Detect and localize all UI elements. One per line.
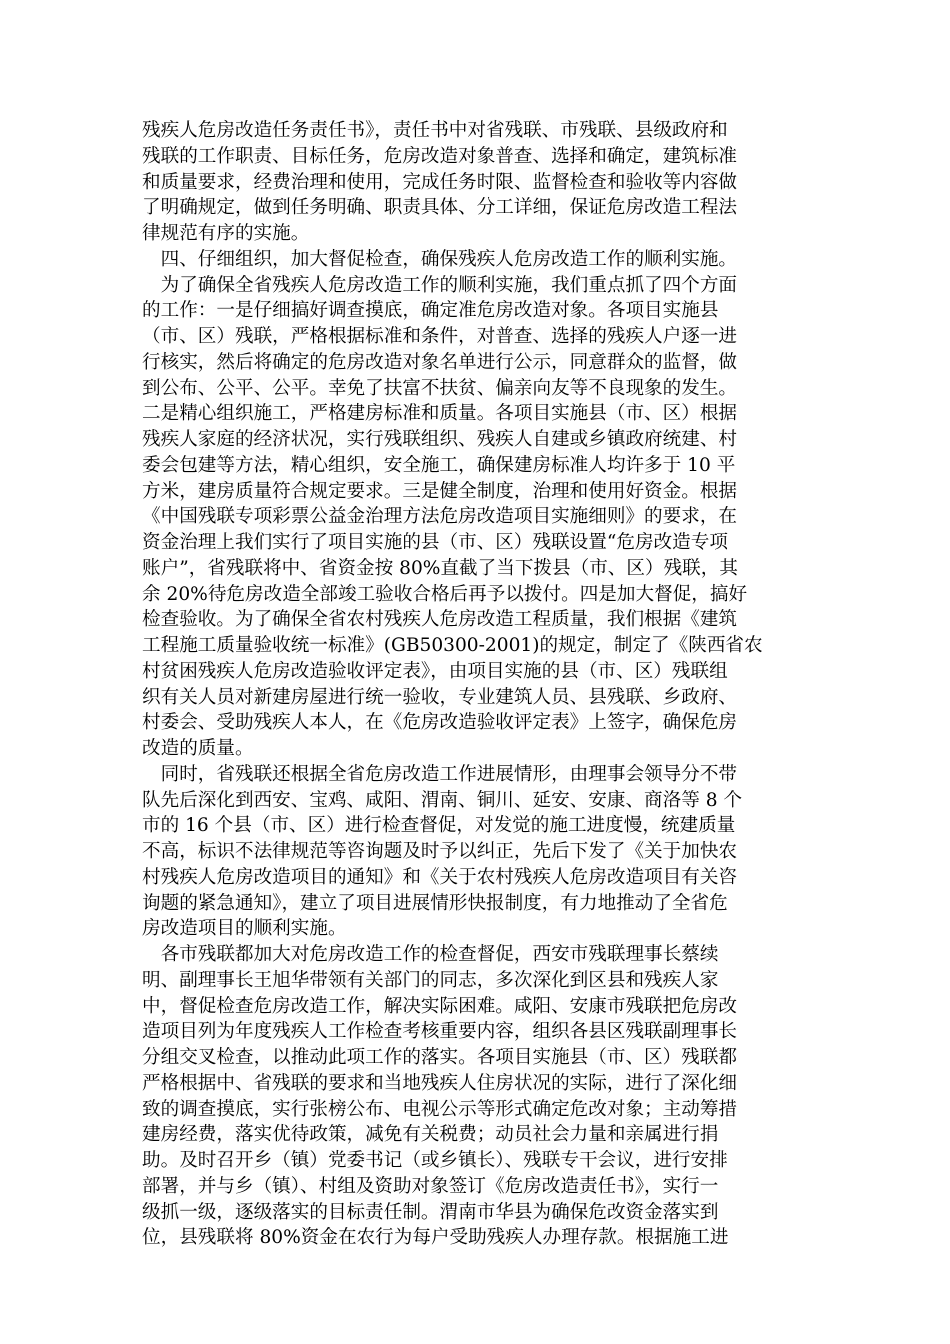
text-line: 分组交叉检查，以推动此项工作的落实。各项目实施县（市、区）残联都	[142, 1047, 738, 1068]
text-line: 村委会、受助残疾人本人，在《危房改造验收评定表》上签字，确保危房	[142, 712, 738, 734]
text-line: 各市残联都加大对危房改造工作的检查督促，西安市残联理事长蔡续	[142, 944, 719, 965]
text-line: 造项目列为年度残疾人工作检查考核重要内容，组织各县区残联副理事长	[142, 1021, 738, 1043]
text-line: 到公布、公平、公平。幸免了扶富不扶贫、偏亲向友等不良现象的发生。	[142, 377, 738, 399]
text-line: 残疾人危房改造任务责任书》，责任书中对省残联、市残联、县级政府和	[142, 120, 728, 141]
text-line: 律规范有序的实施。	[142, 223, 310, 244]
text-line: 残联的工作职责、目标任务，危房改造对象普查、选择和确定，建筑标准	[142, 145, 738, 167]
text-line: 位，县残联将 80%资金在农行为每户受助残疾人办理存款。根据施工进	[142, 1227, 729, 1249]
text-line: 级抓一级，逐级落实的目标责任制。渭南市华县为确保危改资金落实到	[142, 1201, 719, 1223]
text-line: （市、区）残联，严格根据标准和条件，对普查、选择的残疾人户逐一进	[142, 326, 738, 347]
text-line: 不高，标识不法律规范等咨询题及时予以纠正，先后下发了《关于加快农	[142, 841, 738, 862]
text-line: 账户”，省残联将中、省资金按 80%直截了当下拨县（市、区）残联，其	[142, 557, 738, 579]
text-line: 织有关人员对新建房屋进行统一验收，专业建筑人员、县残联、乡政府、	[142, 686, 738, 708]
document-body	[142, 118, 828, 1251]
text-line: 残疾人家庭的经济状况，实行残联组织、残疾人自建或乡镇政府统建、村	[142, 429, 738, 450]
text-line: 检查验收。为了确保全省农村残疾人危房改造工程质量，我们根据《建筑	[142, 609, 738, 631]
text-line: 余 20%待危房改造全部竣工验收合格后再予以拨付。四是加大督促，搞好	[142, 583, 748, 605]
text-line: 和质量要求，经费治理和使用，完成任务时限、监督检查和验收等内容做	[142, 171, 738, 193]
text-line: 村残疾人危房改造项目的通知》和《关于农村残疾人危房改造项目有关咨	[142, 866, 738, 888]
text-line: 村贫困残疾人危房改造验收评定表》，由项目实施的县（市、区）残联组	[142, 660, 728, 682]
text-line: 资金治理上我们实行了项目实施的县（市、区）残联设置“危房改造专项	[142, 532, 728, 553]
text-line: 二是精心组织施工，严格建房标准和质量。各项目实施县（市、区）根据	[142, 403, 738, 425]
text-line: 明、副理事长王旭华带领有关部门的同志，多次深化到区县和残疾人家	[142, 969, 719, 991]
text-line: 为了确保全省残疾人危房改造工作的顺利实施，我们重点抓了四个方面	[142, 274, 738, 296]
text-line: 行核实，然后将确定的危房改造对象名单进行公示，同意群众的监督，做	[142, 351, 738, 373]
text-line: 改造的质量。	[142, 738, 254, 759]
text-line: 中，督促检查危房改造工作，解决实际困难。咸阳、安康市残联把危房改	[142, 995, 738, 1017]
text-line: 询题的紧急通知》，建立了项目进展情形快报制度，有力地推动了全省危	[142, 892, 728, 914]
text-line: 市的 16 个县（市、区）进行检查督促，对发觉的施工进度慢，统建质量	[142, 815, 736, 837]
text-line: 了明确规定，做到任务明确、职责具体、分工详细，保证危房改造工程法	[142, 197, 738, 219]
text-line: 部署，并与乡（镇）、村组及资助对象签订《危房改造责任书》，实行一	[142, 1175, 719, 1197]
text-line: 严格根据中、省残联的要求和当地残疾人住房状况的实际，进行了深化细	[142, 1072, 738, 1094]
text-line: 委会包建等方法，精心组织，安全施工，确保建房标准人均许多于 10 平	[142, 454, 736, 476]
text-line: 的工作：一是仔细搞好调查摸底，确定准危房改造对象。各项目实施县	[142, 300, 719, 322]
text-line: 工程施工质量验收统一标准》(GB50300-2001)的规定，制定了《陕西省农	[142, 635, 763, 656]
text-line: 房改造项目的顺利实施。	[142, 918, 347, 940]
text-line: 建房经费，落实优待政策，减免有关税费；动员社会力量和亲属进行捐	[142, 1124, 719, 1146]
text-line: 方米，建房质量符合规定要求。三是健全制度，治理和使用好资金。根据	[142, 480, 738, 502]
text-line: 同时，省残联还根据全省危房改造工作进展情形，由理事会领导分不带	[142, 763, 738, 785]
text-line: 《中国残联专项彩票公益金治理方法危房改造项目实施细则》的要求，在	[142, 506, 738, 528]
text-line: 队先后深化到西安、宝鸡、咸阳、渭南、铜川、延安、安康、商洛等 8 个	[142, 789, 743, 811]
text-line: 助。及时召开乡（镇）党委书记（或乡镇长）、残联专干会议，进行安排	[142, 1150, 728, 1171]
text-line: 致的调查摸底，实行张榜公布、电视公示等形式确定危改对象；主动筹措	[142, 1098, 738, 1120]
section-heading: 四、仔细组织，加大督促检查，确保残疾人危房改造工作的顺利实施。	[142, 248, 738, 270]
